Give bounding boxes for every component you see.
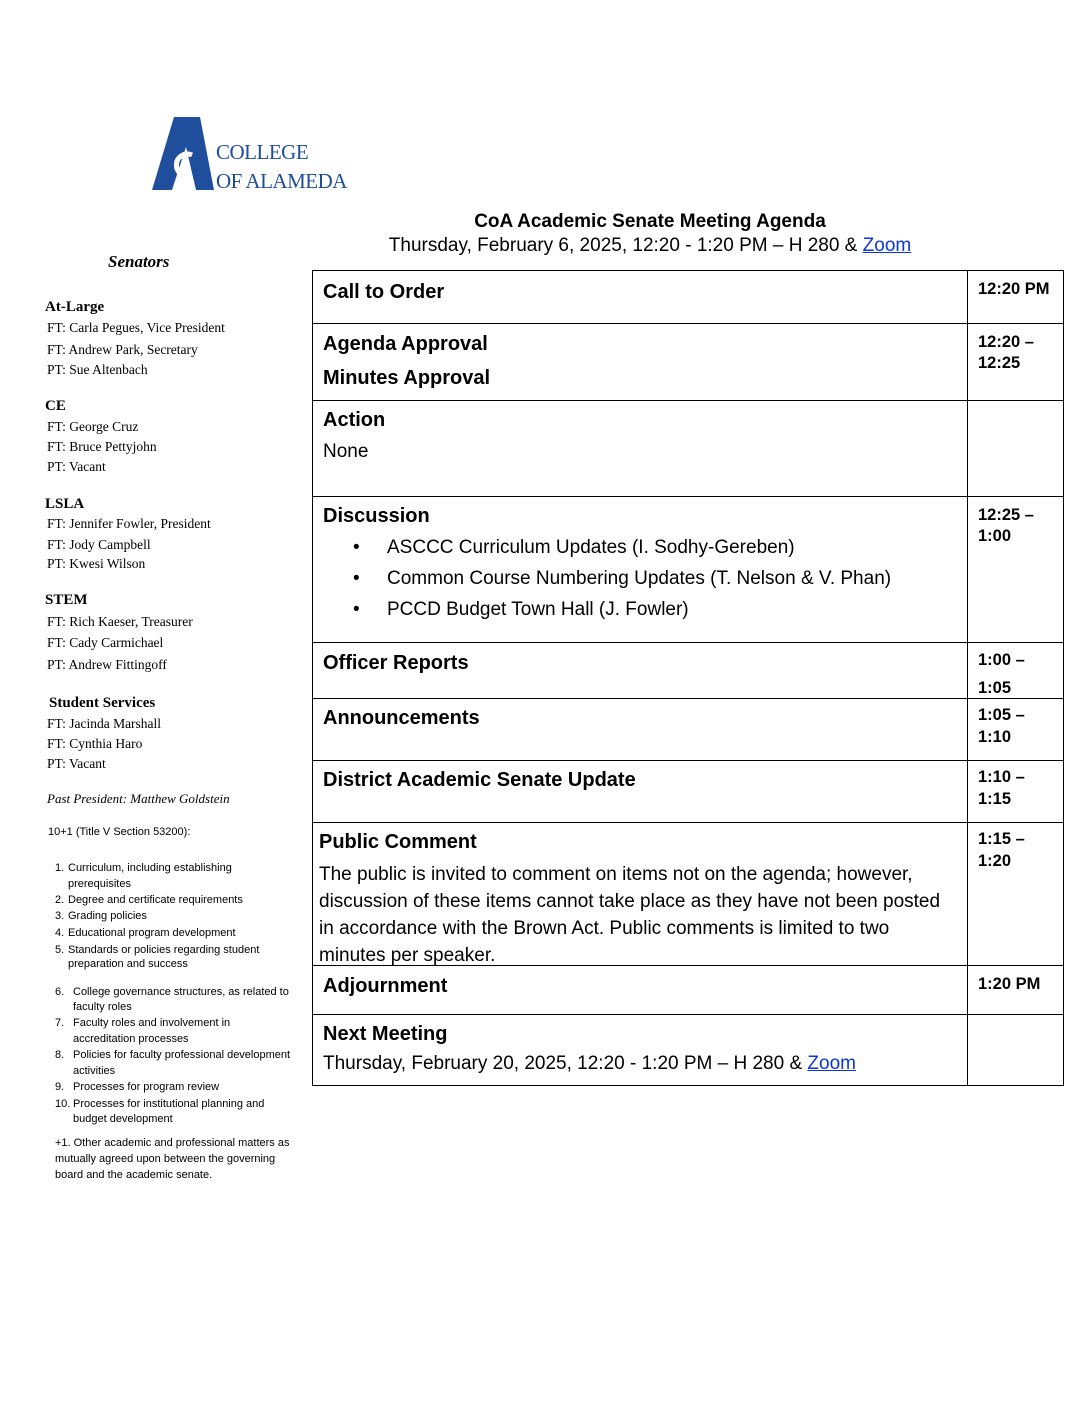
member: FT: Cady Carmichael xyxy=(47,635,164,650)
row-title: Public Comment xyxy=(319,831,477,853)
group-name: LSLA xyxy=(45,496,85,512)
member: FT: Jennifer Fowler, President xyxy=(47,516,211,531)
member: PT: Sue Altenbach xyxy=(47,362,148,377)
list-item: Curriculum, including establishing xyxy=(68,862,232,874)
row-time-start: 1:05 – xyxy=(978,706,1025,724)
member: FT: Jody Campbell xyxy=(47,537,151,552)
list-item: Degree and certificate requirements xyxy=(68,894,243,906)
row-title: District Academic Senate Update xyxy=(323,769,636,791)
agenda-row-discussion xyxy=(313,497,1063,643)
row-time-start: 1:15 – xyxy=(978,830,1025,848)
row-time-end: 1:05 xyxy=(978,679,1012,697)
senators-sidebar xyxy=(0,0,305,1408)
group-name: STEM xyxy=(45,592,88,608)
row-time-end: 1:00 xyxy=(978,527,1012,545)
list-number: 1. xyxy=(55,862,65,874)
logo-text-college: COLLEGE xyxy=(216,140,309,164)
row-title: Officer Reports xyxy=(323,652,469,674)
list-number: 8. xyxy=(55,1049,65,1061)
list-item: College governance structures, as related to xyxy=(73,986,289,998)
member: PT: Kwesi Wilson xyxy=(47,556,146,571)
member: FT: Jacinda Marshall xyxy=(47,716,162,731)
list-item: Grading policies xyxy=(68,910,147,922)
row-text: None xyxy=(323,441,369,462)
row-time: 1:20 PM xyxy=(978,975,1041,993)
list-number: 6. xyxy=(55,986,65,998)
discussion-item-text: Common Course Numbering Updates (T. Nelson & V. Phan) xyxy=(387,568,892,589)
list-number: 2. xyxy=(55,894,65,906)
agenda-row-district-update xyxy=(313,761,1063,823)
next-meeting-text: Thursday, February 20, 2025, 12:20 - 1:20 PM – H 280 & xyxy=(323,1053,803,1074)
member: FT: Bruce Pettyjohn xyxy=(47,439,157,454)
row-time-end: 1:10 xyxy=(978,728,1012,746)
member: FT: Andrew Park, Secretary xyxy=(47,342,198,357)
row-title: Adjournment xyxy=(323,975,448,997)
plus-one-text: +1. Other academic and professional matters as xyxy=(55,1137,290,1149)
list-number: 10. xyxy=(55,1098,71,1110)
senators-title: Senators xyxy=(108,252,170,271)
list-item: Policies for faculty professional development xyxy=(73,1049,291,1061)
discussion-item-text: PCCD Budget Town Hall (J. Fowler) xyxy=(387,599,689,620)
list-number: 4. xyxy=(55,927,65,939)
row-time-start: 1:10 – xyxy=(978,768,1025,786)
member: PT: Vacant xyxy=(47,459,106,474)
member: FT: Rich Kaeser, Treasurer xyxy=(47,614,193,629)
group-name: Student Services xyxy=(49,695,156,711)
agenda-row-next-meeting xyxy=(313,1015,1063,1085)
agenda-table xyxy=(312,270,1064,1086)
agenda-row-officer-reports xyxy=(313,643,1063,699)
list-item: budget development xyxy=(73,1113,173,1125)
list-item: Faculty roles and involvement in xyxy=(73,1017,231,1029)
list-item: accreditation processes xyxy=(73,1033,189,1045)
row-time-start: 12:20 – xyxy=(978,333,1034,351)
row-time-start: 12:25 – xyxy=(978,506,1034,524)
agenda-row-action xyxy=(313,401,1063,497)
row-time-end: 1:15 xyxy=(978,790,1012,808)
member: FT: Cynthia Haro xyxy=(47,736,143,751)
row-title: Action xyxy=(323,409,386,431)
next-meeting-datetime xyxy=(323,1053,856,1075)
logo-text-alameda: OF ALAMEDA xyxy=(216,169,347,193)
agenda-row-announcements xyxy=(313,699,1063,761)
plus-one-text: mutually agreed upon between the governing xyxy=(55,1153,276,1165)
plus-one-text: board and the academic senate. xyxy=(55,1169,213,1181)
agenda-row-approval xyxy=(313,324,1063,401)
list-item: prerequisites xyxy=(68,878,131,890)
row-title: Next Meeting xyxy=(323,1023,448,1045)
list-number: 9. xyxy=(55,1081,65,1093)
row-time: 12:20 PM xyxy=(978,280,1050,298)
list-number: 5. xyxy=(55,944,65,956)
row-title: Call to Order xyxy=(323,281,445,303)
list-item: Educational program development xyxy=(68,927,236,939)
discussion-item-text: ASCCC Curriculum Updates (I. Sodhy-Gereben) xyxy=(387,537,795,558)
past-president: Past President: Matthew Goldstein xyxy=(47,791,230,806)
ten-plus-one-title: 10+1 (Title V Section 53200): xyxy=(48,826,191,838)
member: PT: Vacant xyxy=(47,756,106,771)
row-title: Agenda Approval xyxy=(323,333,488,355)
agenda-row-call-to-order xyxy=(313,271,1063,324)
next-meeting-zoom-link[interactable]: Zoom xyxy=(807,1053,856,1074)
group-name: At-Large xyxy=(45,299,105,315)
row-time-end: 1:20 xyxy=(978,852,1012,870)
member: FT: Carla Pegues, Vice President xyxy=(47,320,225,335)
list-item: activities xyxy=(73,1065,116,1077)
group-name: CE xyxy=(45,398,66,414)
list-number: 3. xyxy=(55,910,65,922)
row-time-end: 12:25 xyxy=(978,354,1021,372)
list-number: 7. xyxy=(55,1017,65,1029)
list-item: Standards or policies regarding student xyxy=(68,944,260,956)
agenda-row-public-comment xyxy=(313,823,1063,966)
list-item: faculty roles xyxy=(73,1001,132,1013)
agenda-title: CoA Academic Senate Meeting Agenda xyxy=(474,211,826,232)
row-title: Discussion xyxy=(323,505,430,527)
row-time-start: 1:00 – xyxy=(978,651,1025,669)
list-item: Processes for program review xyxy=(73,1081,220,1093)
row-title: Minutes Approval xyxy=(323,367,491,389)
zoom-link[interactable]: Zoom xyxy=(862,235,912,256)
agenda-row-adjournment xyxy=(313,966,1063,1015)
member: PT: Andrew Fittingoff xyxy=(47,657,167,672)
meeting-datetime xyxy=(300,235,1000,257)
meeting-datetime-text: Thursday, February 6, 2025, 12:20 - 1:20 PM – H 280 & xyxy=(388,235,858,256)
row-title: Announcements xyxy=(323,707,480,729)
member: FT: George Cruz xyxy=(47,419,139,434)
public-comment-text: The public is invited to comment on items not on the agenda; however, discussion of these items cannot take place as they have not been posted in accordance with the Brown Act. Public comments is limited to two minutes per speaker. xyxy=(319,864,941,966)
list-item: preparation and success xyxy=(68,958,188,970)
list-item: Processes for institutional planning and xyxy=(73,1098,265,1110)
